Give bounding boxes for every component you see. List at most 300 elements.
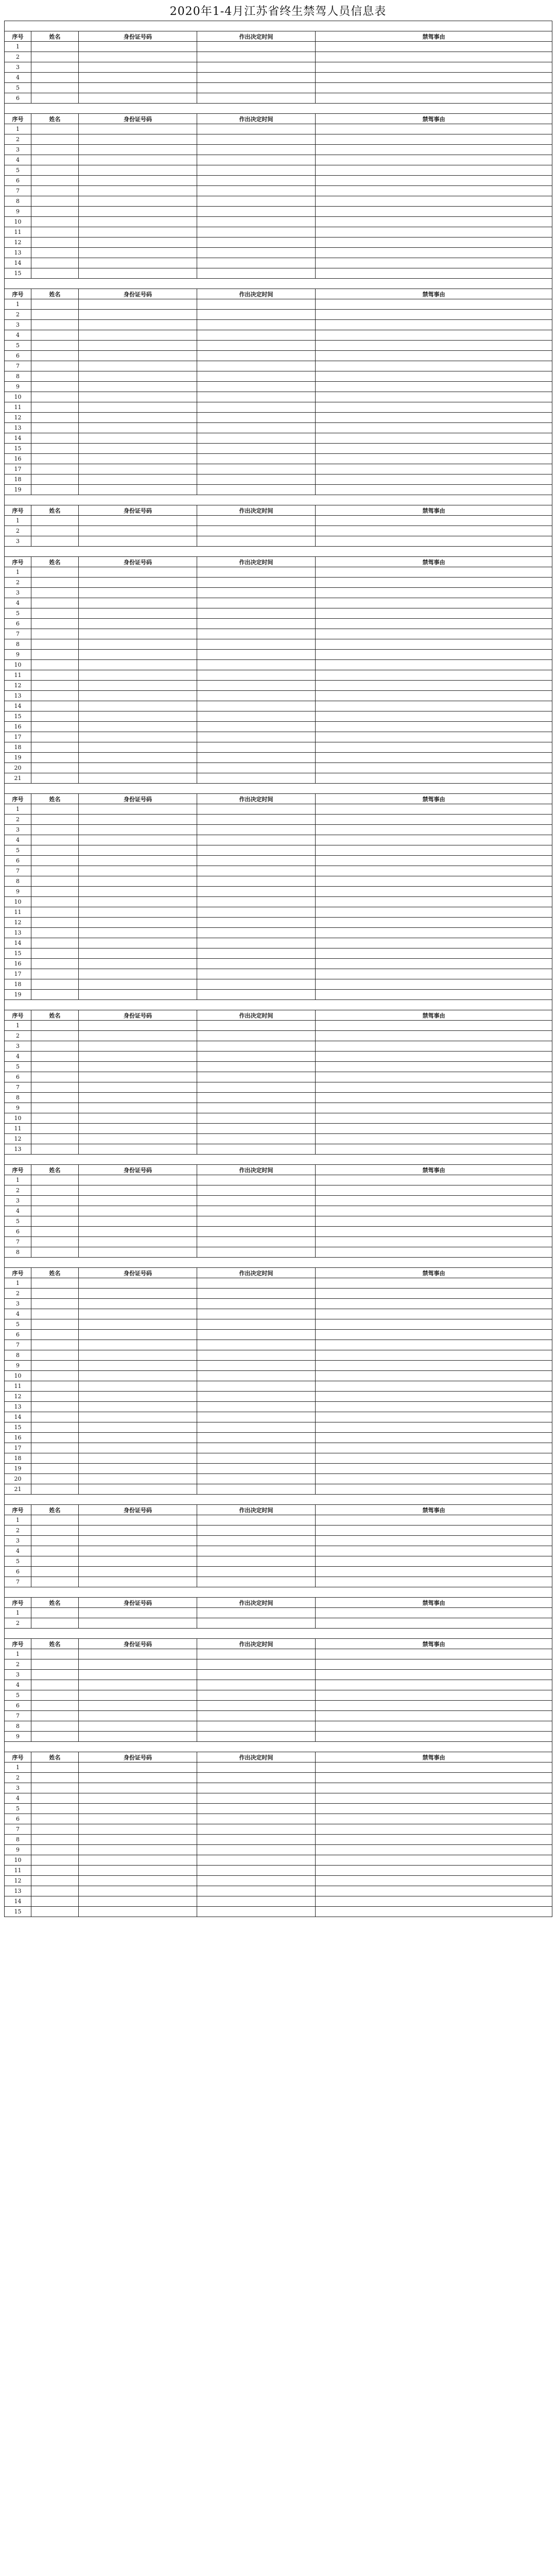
cell-person-name bbox=[31, 1278, 79, 1289]
cell-ban-reason bbox=[316, 1855, 552, 1866]
column-header-person-name: 姓名 bbox=[31, 1598, 79, 1608]
cell-decision-date bbox=[197, 876, 316, 887]
cell-id-number bbox=[79, 815, 197, 825]
cell-person-name bbox=[31, 670, 79, 681]
cell-ban-reason bbox=[316, 845, 552, 856]
cell-id-number bbox=[79, 1866, 197, 1876]
cell-person-name bbox=[31, 1659, 79, 1670]
cell-row-number: 9 bbox=[5, 1732, 31, 1742]
cell-id-number bbox=[79, 382, 197, 392]
cell-row-number: 13 bbox=[5, 1402, 31, 1412]
cell-row-number: 3 bbox=[5, 1041, 31, 1052]
table-row bbox=[5, 887, 552, 897]
table-row bbox=[5, 650, 552, 660]
table-row bbox=[5, 1464, 552, 1474]
column-header-id-number: 身份证号码 bbox=[79, 557, 197, 567]
cell-person-name bbox=[31, 1670, 79, 1680]
cell-ban-reason bbox=[316, 711, 552, 722]
table-row bbox=[5, 1783, 552, 1793]
cell-decision-date bbox=[197, 402, 316, 413]
cell-person-name bbox=[31, 1361, 79, 1371]
cell-id-number bbox=[79, 1021, 197, 1031]
table-row bbox=[5, 1021, 552, 1031]
table-row bbox=[5, 639, 552, 650]
cell-row-number: 14 bbox=[5, 1412, 31, 1422]
cell-person-name bbox=[31, 330, 79, 341]
table-row bbox=[5, 1907, 552, 1917]
cell-row-number: 2 bbox=[5, 578, 31, 588]
cell-decision-date bbox=[197, 1319, 316, 1330]
cell-person-name bbox=[31, 186, 79, 196]
table-row bbox=[5, 1680, 552, 1690]
cell-id-number bbox=[79, 650, 197, 660]
cell-decision-date bbox=[197, 73, 316, 83]
cell-row-number: 10 bbox=[5, 897, 31, 907]
column-header-person-name: 姓名 bbox=[31, 1752, 79, 1762]
table-row bbox=[5, 1103, 552, 1113]
cell-row-number: 15 bbox=[5, 1422, 31, 1433]
cell-id-number bbox=[79, 1526, 197, 1536]
column-header-row-number: 序号 bbox=[5, 794, 31, 804]
cell-decision-date bbox=[197, 124, 316, 134]
cell-id-number bbox=[79, 876, 197, 887]
cell-id-number bbox=[79, 959, 197, 969]
cell-decision-date bbox=[197, 1093, 316, 1103]
cell-row-number: 2 bbox=[5, 134, 31, 145]
cell-id-number bbox=[79, 134, 197, 145]
table-row bbox=[5, 773, 552, 784]
cell-row-number: 18 bbox=[5, 474, 31, 485]
cell-id-number bbox=[79, 1402, 197, 1412]
table-row bbox=[5, 516, 552, 526]
column-header-decision-date: 作出决定时间 bbox=[197, 1010, 316, 1021]
table-row bbox=[5, 371, 552, 382]
cell-ban-reason bbox=[316, 1392, 552, 1402]
cell-decision-date bbox=[197, 52, 316, 62]
table-row bbox=[5, 1793, 552, 1804]
cell-row-number: 12 bbox=[5, 238, 31, 248]
cell-decision-date bbox=[197, 423, 316, 433]
cell-row-number: 13 bbox=[5, 248, 31, 258]
cell-decision-date bbox=[197, 361, 316, 371]
cell-row-number: 12 bbox=[5, 1876, 31, 1886]
cell-row-number: 13 bbox=[5, 691, 31, 701]
cell-decision-date bbox=[197, 1412, 316, 1422]
cell-id-number bbox=[79, 598, 197, 608]
cell-decision-date bbox=[197, 1690, 316, 1701]
section-header-row bbox=[5, 1258, 552, 1268]
table-row bbox=[5, 238, 552, 248]
cell-decision-date bbox=[197, 1052, 316, 1062]
cell-decision-date bbox=[197, 1103, 316, 1113]
cell-decision-date bbox=[197, 207, 316, 217]
cell-id-number bbox=[79, 1319, 197, 1330]
cell-person-name bbox=[31, 227, 79, 238]
cell-id-number bbox=[79, 1804, 197, 1814]
cell-row-number: 1 bbox=[5, 1175, 31, 1185]
cell-id-number bbox=[79, 639, 197, 650]
cell-row-number: 18 bbox=[5, 742, 31, 753]
cell-ban-reason bbox=[316, 722, 552, 732]
cell-decision-date bbox=[197, 1804, 316, 1814]
cell-person-name bbox=[31, 1845, 79, 1855]
cell-id-number bbox=[79, 268, 197, 279]
cell-person-name bbox=[31, 536, 79, 547]
cell-row-number: 7 bbox=[5, 361, 31, 371]
table-row bbox=[5, 670, 552, 681]
cell-person-name bbox=[31, 42, 79, 52]
cell-decision-date bbox=[197, 1907, 316, 1917]
table-row bbox=[5, 876, 552, 887]
cell-decision-date bbox=[197, 1773, 316, 1783]
cell-ban-reason bbox=[316, 938, 552, 948]
cell-person-name bbox=[31, 134, 79, 145]
cell-person-name bbox=[31, 516, 79, 526]
cell-decision-date bbox=[197, 660, 316, 670]
section-title bbox=[5, 1000, 552, 1010]
table-row bbox=[5, 866, 552, 876]
cell-id-number bbox=[79, 578, 197, 588]
cell-row-number: 1 bbox=[5, 1762, 31, 1773]
cell-person-name bbox=[31, 1701, 79, 1711]
cell-person-name bbox=[31, 815, 79, 825]
cell-person-name bbox=[31, 1443, 79, 1453]
column-header-row-number: 序号 bbox=[5, 114, 31, 124]
cell-ban-reason bbox=[316, 1804, 552, 1814]
column-header-id-number: 身份证号码 bbox=[79, 114, 197, 124]
table-row bbox=[5, 1185, 552, 1196]
cell-person-name bbox=[31, 320, 79, 330]
cell-person-name bbox=[31, 73, 79, 83]
cell-decision-date bbox=[197, 866, 316, 876]
cell-ban-reason bbox=[316, 176, 552, 186]
cell-ban-reason bbox=[316, 196, 552, 207]
cell-person-name bbox=[31, 1103, 79, 1113]
table-row bbox=[5, 351, 552, 361]
cell-person-name bbox=[31, 969, 79, 979]
cell-row-number: 8 bbox=[5, 1721, 31, 1732]
table-row bbox=[5, 1412, 552, 1422]
table-row bbox=[5, 1052, 552, 1062]
table-row bbox=[5, 979, 552, 990]
cell-row-number: 1 bbox=[5, 567, 31, 578]
table-row bbox=[5, 1381, 552, 1392]
cell-row-number: 6 bbox=[5, 1330, 31, 1340]
cell-row-number: 1 bbox=[5, 804, 31, 815]
cell-id-number bbox=[79, 433, 197, 444]
table-row bbox=[5, 990, 552, 1000]
cell-id-number bbox=[79, 1052, 197, 1062]
cell-person-name bbox=[31, 1464, 79, 1474]
cell-decision-date bbox=[197, 928, 316, 938]
cell-ban-reason bbox=[316, 444, 552, 454]
cell-ban-reason bbox=[316, 629, 552, 639]
cell-person-name bbox=[31, 650, 79, 660]
cell-decision-date bbox=[197, 1350, 316, 1361]
cell-id-number bbox=[79, 1567, 197, 1577]
cell-decision-date bbox=[197, 1814, 316, 1824]
cell-decision-date bbox=[197, 1824, 316, 1835]
column-header-row-number: 序号 bbox=[5, 1268, 31, 1278]
cell-ban-reason bbox=[316, 227, 552, 238]
table-row bbox=[5, 1402, 552, 1412]
cell-id-number bbox=[79, 969, 197, 979]
cell-person-name bbox=[31, 1762, 79, 1773]
cell-person-name bbox=[31, 608, 79, 619]
cell-ban-reason bbox=[316, 650, 552, 660]
cell-id-number bbox=[79, 1824, 197, 1835]
cell-row-number: 3 bbox=[5, 320, 31, 330]
cell-person-name bbox=[31, 567, 79, 578]
cell-id-number bbox=[79, 341, 197, 351]
cell-row-number: 2 bbox=[5, 1659, 31, 1670]
cell-ban-reason bbox=[316, 1711, 552, 1721]
cell-ban-reason bbox=[316, 1227, 552, 1237]
cell-row-number: 6 bbox=[5, 93, 31, 104]
cell-id-number bbox=[79, 1659, 197, 1670]
cell-id-number bbox=[79, 1515, 197, 1526]
cell-id-number bbox=[79, 485, 197, 495]
cell-row-number: 8 bbox=[5, 1835, 31, 1845]
cell-id-number bbox=[79, 1361, 197, 1371]
cell-ban-reason bbox=[316, 83, 552, 93]
cell-decision-date bbox=[197, 598, 316, 608]
cell-person-name bbox=[31, 1227, 79, 1237]
cell-row-number: 7 bbox=[5, 1082, 31, 1093]
cell-decision-date bbox=[197, 1711, 316, 1721]
cell-ban-reason bbox=[316, 639, 552, 650]
cell-ban-reason bbox=[316, 207, 552, 217]
cell-id-number bbox=[79, 1577, 197, 1587]
cell-decision-date bbox=[197, 1247, 316, 1258]
cell-decision-date bbox=[197, 1237, 316, 1247]
cell-person-name bbox=[31, 402, 79, 413]
table-row bbox=[5, 217, 552, 227]
table-row bbox=[5, 711, 552, 722]
table-row bbox=[5, 1515, 552, 1526]
cell-ban-reason bbox=[316, 979, 552, 990]
cell-row-number: 5 bbox=[5, 83, 31, 93]
table-row bbox=[5, 93, 552, 104]
cell-row-number: 8 bbox=[5, 1247, 31, 1258]
cell-decision-date bbox=[197, 1392, 316, 1402]
cell-row-number: 18 bbox=[5, 1453, 31, 1464]
cell-ban-reason bbox=[316, 1093, 552, 1103]
cell-decision-date bbox=[197, 196, 316, 207]
cell-id-number bbox=[79, 1670, 197, 1680]
cell-ban-reason bbox=[316, 474, 552, 485]
cell-decision-date bbox=[197, 856, 316, 866]
cell-person-name bbox=[31, 990, 79, 1000]
column-header-ban-reason: 禁驾事由 bbox=[316, 1010, 552, 1021]
cell-row-number: 1 bbox=[5, 124, 31, 134]
cell-decision-date bbox=[197, 1793, 316, 1804]
cell-ban-reason bbox=[316, 1732, 552, 1742]
cell-id-number bbox=[79, 1144, 197, 1155]
cell-person-name bbox=[31, 1381, 79, 1392]
cell-id-number bbox=[79, 691, 197, 701]
table-row bbox=[5, 1422, 552, 1433]
table-row bbox=[5, 392, 552, 402]
cell-ban-reason bbox=[316, 1371, 552, 1381]
cell-person-name bbox=[31, 1144, 79, 1155]
cell-row-number: 4 bbox=[5, 1052, 31, 1062]
cell-id-number bbox=[79, 1618, 197, 1629]
cell-ban-reason bbox=[316, 1361, 552, 1371]
cell-decision-date bbox=[197, 979, 316, 990]
cell-ban-reason bbox=[316, 1814, 552, 1824]
cell-decision-date bbox=[197, 722, 316, 732]
cell-id-number bbox=[79, 887, 197, 897]
table-row bbox=[5, 907, 552, 918]
table-row bbox=[5, 1618, 552, 1629]
cell-id-number bbox=[79, 608, 197, 619]
cell-row-number: 7 bbox=[5, 1237, 31, 1247]
cell-decision-date bbox=[197, 1124, 316, 1134]
table-row bbox=[5, 969, 552, 979]
table-row bbox=[5, 1144, 552, 1155]
cell-id-number bbox=[79, 1680, 197, 1690]
cell-row-number: 9 bbox=[5, 887, 31, 897]
table-row bbox=[5, 310, 552, 320]
cell-ban-reason bbox=[316, 928, 552, 938]
cell-person-name bbox=[31, 866, 79, 876]
cell-row-number: 15 bbox=[5, 268, 31, 279]
cell-decision-date bbox=[197, 1021, 316, 1031]
cell-decision-date bbox=[197, 1134, 316, 1144]
cell-decision-date bbox=[197, 155, 316, 165]
table-row bbox=[5, 1866, 552, 1876]
section-header-row bbox=[5, 784, 552, 794]
cell-ban-reason bbox=[316, 124, 552, 134]
table-row bbox=[5, 1227, 552, 1237]
cell-decision-date bbox=[197, 1206, 316, 1216]
cell-ban-reason bbox=[316, 248, 552, 258]
cell-ban-reason bbox=[316, 660, 552, 670]
cell-decision-date bbox=[197, 948, 316, 959]
cell-id-number bbox=[79, 1289, 197, 1299]
cell-person-name bbox=[31, 1824, 79, 1835]
cell-row-number: 1 bbox=[5, 1608, 31, 1618]
cell-id-number bbox=[79, 866, 197, 876]
cell-decision-date bbox=[197, 1402, 316, 1412]
table-row bbox=[5, 1340, 552, 1350]
cell-row-number: 4 bbox=[5, 73, 31, 83]
column-header-ban-reason: 禁驾事由 bbox=[316, 1598, 552, 1608]
cell-person-name bbox=[31, 1546, 79, 1556]
cell-id-number bbox=[79, 1464, 197, 1474]
cell-row-number: 2 bbox=[5, 52, 31, 62]
cell-decision-date bbox=[197, 392, 316, 402]
cell-ban-reason bbox=[316, 948, 552, 959]
cell-person-name bbox=[31, 1340, 79, 1350]
cell-id-number bbox=[79, 526, 197, 536]
cell-row-number: 1 bbox=[5, 1515, 31, 1526]
table-row bbox=[5, 474, 552, 485]
cell-id-number bbox=[79, 825, 197, 835]
section-header-row bbox=[5, 495, 552, 505]
cell-row-number: 11 bbox=[5, 907, 31, 918]
table-row bbox=[5, 1824, 552, 1835]
cell-row-number: 15 bbox=[5, 444, 31, 454]
column-header-id-number: 身份证号码 bbox=[79, 1010, 197, 1021]
column-header-person-name: 姓名 bbox=[31, 794, 79, 804]
cell-person-name bbox=[31, 619, 79, 629]
cell-decision-date bbox=[197, 1659, 316, 1670]
column-header-row-number: 序号 bbox=[5, 505, 31, 516]
cell-row-number: 1 bbox=[5, 1278, 31, 1289]
cell-id-number bbox=[79, 1330, 197, 1340]
cell-person-name bbox=[31, 1577, 79, 1587]
cell-row-number: 12 bbox=[5, 681, 31, 691]
cell-decision-date bbox=[197, 351, 316, 361]
cell-row-number: 1 bbox=[5, 1649, 31, 1659]
cell-decision-date bbox=[197, 815, 316, 825]
cell-ban-reason bbox=[316, 1649, 552, 1659]
cell-row-number: 13 bbox=[5, 1144, 31, 1155]
cell-row-number: 10 bbox=[5, 1113, 31, 1124]
cell-id-number bbox=[79, 1237, 197, 1247]
cell-decision-date bbox=[197, 536, 316, 547]
cell-decision-date bbox=[197, 1721, 316, 1732]
cell-id-number bbox=[79, 1649, 197, 1659]
table-row bbox=[5, 660, 552, 670]
cell-decision-date bbox=[197, 1371, 316, 1381]
cell-person-name bbox=[31, 1299, 79, 1309]
cell-row-number: 3 bbox=[5, 1299, 31, 1309]
column-header-row-number: 序号 bbox=[5, 557, 31, 567]
cell-person-name bbox=[31, 876, 79, 887]
cell-row-number: 6 bbox=[5, 1814, 31, 1824]
cell-ban-reason bbox=[316, 691, 552, 701]
cell-person-name bbox=[31, 742, 79, 753]
cell-decision-date bbox=[197, 248, 316, 258]
cell-ban-reason bbox=[316, 1866, 552, 1876]
cell-ban-reason bbox=[316, 1824, 552, 1835]
cell-ban-reason bbox=[316, 526, 552, 536]
column-header-id-number: 身份证号码 bbox=[79, 1505, 197, 1515]
cell-row-number: 7 bbox=[5, 629, 31, 639]
cell-id-number bbox=[79, 1134, 197, 1144]
cell-decision-date bbox=[197, 1845, 316, 1855]
cell-decision-date bbox=[197, 1680, 316, 1690]
table-row bbox=[5, 83, 552, 93]
cell-row-number: 4 bbox=[5, 1546, 31, 1556]
cell-person-name bbox=[31, 1835, 79, 1845]
cell-decision-date bbox=[197, 1031, 316, 1041]
cell-ban-reason bbox=[316, 516, 552, 526]
cell-ban-reason bbox=[316, 1330, 552, 1340]
cell-ban-reason bbox=[316, 1216, 552, 1227]
cell-id-number bbox=[79, 217, 197, 227]
cell-decision-date bbox=[197, 1866, 316, 1876]
cell-id-number bbox=[79, 83, 197, 93]
cell-person-name bbox=[31, 1556, 79, 1567]
cell-id-number bbox=[79, 1721, 197, 1732]
cell-decision-date bbox=[197, 1536, 316, 1546]
column-header-row bbox=[5, 1010, 552, 1021]
column-header-person-name: 姓名 bbox=[31, 1505, 79, 1515]
cell-row-number: 17 bbox=[5, 969, 31, 979]
table-row bbox=[5, 1804, 552, 1814]
cell-row-number: 11 bbox=[5, 402, 31, 413]
cell-decision-date bbox=[197, 1484, 316, 1495]
cell-person-name bbox=[31, 1484, 79, 1495]
cell-ban-reason bbox=[316, 1608, 552, 1618]
cell-person-name bbox=[31, 578, 79, 588]
cell-person-name bbox=[31, 62, 79, 73]
cell-person-name bbox=[31, 639, 79, 650]
